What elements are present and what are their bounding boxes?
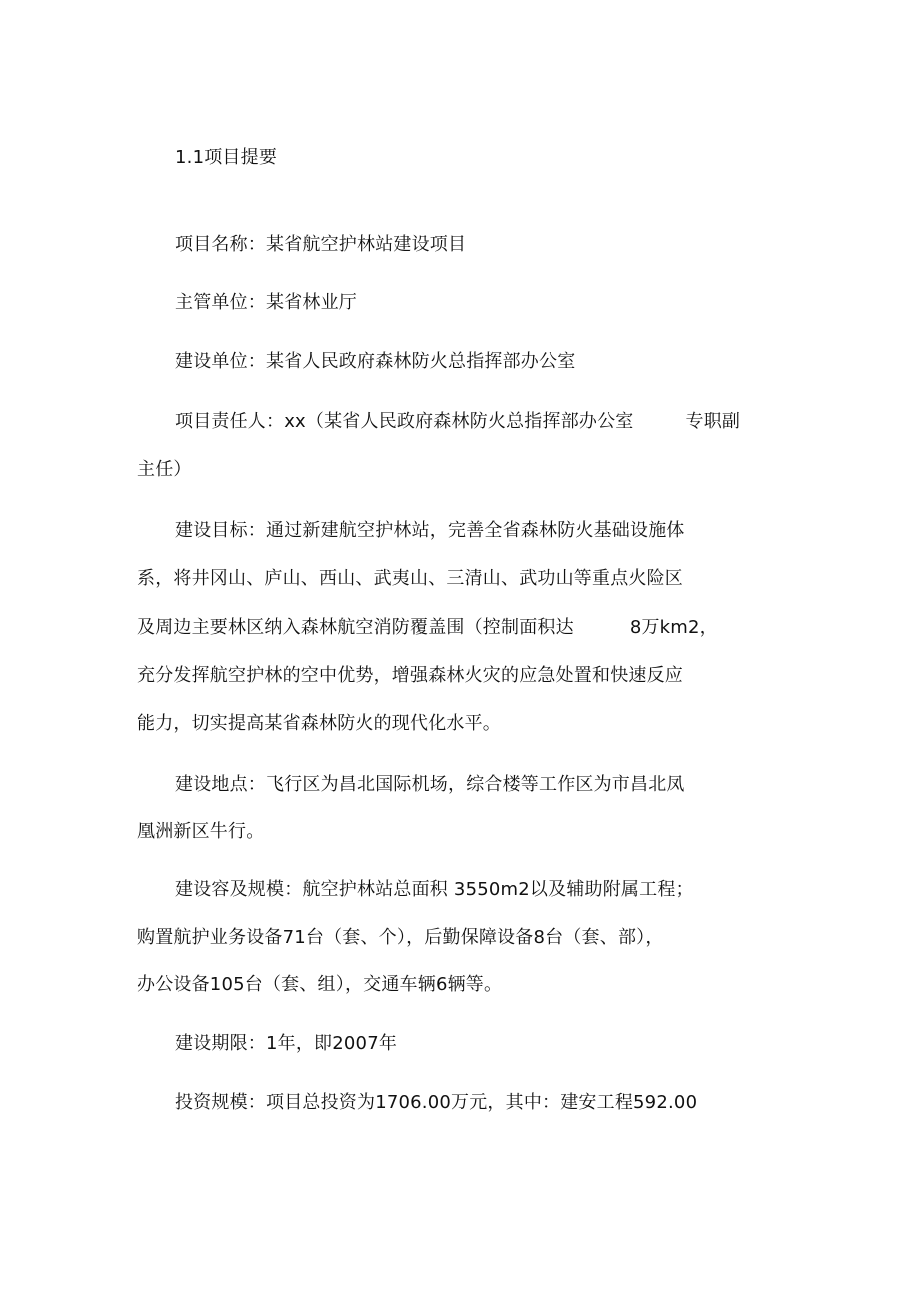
investment-scale: 投资规模：项目总投资为1706.00万元，其中：建安工程592.00	[175, 1092, 698, 1113]
construction-scale-line-2: 购置航护业务设备71台（套、个），后勤保障设备8台（套、部），	[137, 927, 664, 948]
project-name: 项目名称：某省航空护林站建设项目	[175, 234, 467, 255]
construction-goal-line-4: 充分发挥航空护林的空中优势，增强森林火灾的应急处置和快速反应	[137, 665, 683, 686]
control-area-value: 8万km2，	[629, 617, 718, 638]
responsible-person-title: 专职副	[685, 411, 741, 432]
construction-location-line-2: 凰洲新区牛行。	[137, 821, 265, 842]
construction-goal-line-2: 系，将井冈山、庐山、西山、武夷山、三清山、武功山等重点火险区	[137, 568, 683, 589]
construction-unit: 建设单位：某省人民政府森林防火总指挥部办公室	[175, 351, 576, 372]
construction-goal-line-3	[137, 617, 718, 639]
construction-goal-text: 及周边主要林区纳入森林航空消防覆盖围（控制面积达	[137, 617, 574, 638]
responsible-person-line-2: 主任）	[137, 459, 192, 480]
construction-location-line-1: 建设地点：飞行区为昌北国际机场，综合楼等工作区为市昌北凤	[175, 774, 685, 795]
responsible-person-text: 项目责任人：xx（某省人民政府森林防火总指挥部办公室	[175, 411, 634, 432]
construction-scale-line-3: 办公设备105台（套、组），交通车辆6辆等。	[137, 974, 503, 995]
responsible-person-line-1	[175, 411, 740, 433]
construction-goal-line-5: 能力，切实提高某省森林防火的现代化水平。	[137, 713, 501, 734]
construction-goal-line-1: 建设目标：通过新建航空护林站，完善全省森林防火基础设施体	[175, 520, 685, 541]
construction-scale-line-1: 建设容及规模：航空护林站总面积 3550m2以及辅助附属工程；	[175, 879, 694, 900]
section-heading: 1.1项目提要	[175, 147, 278, 168]
construction-period: 建设期限：1年，即2007年	[175, 1033, 398, 1054]
supervising-unit: 主管单位：某省林业厅	[175, 292, 357, 313]
